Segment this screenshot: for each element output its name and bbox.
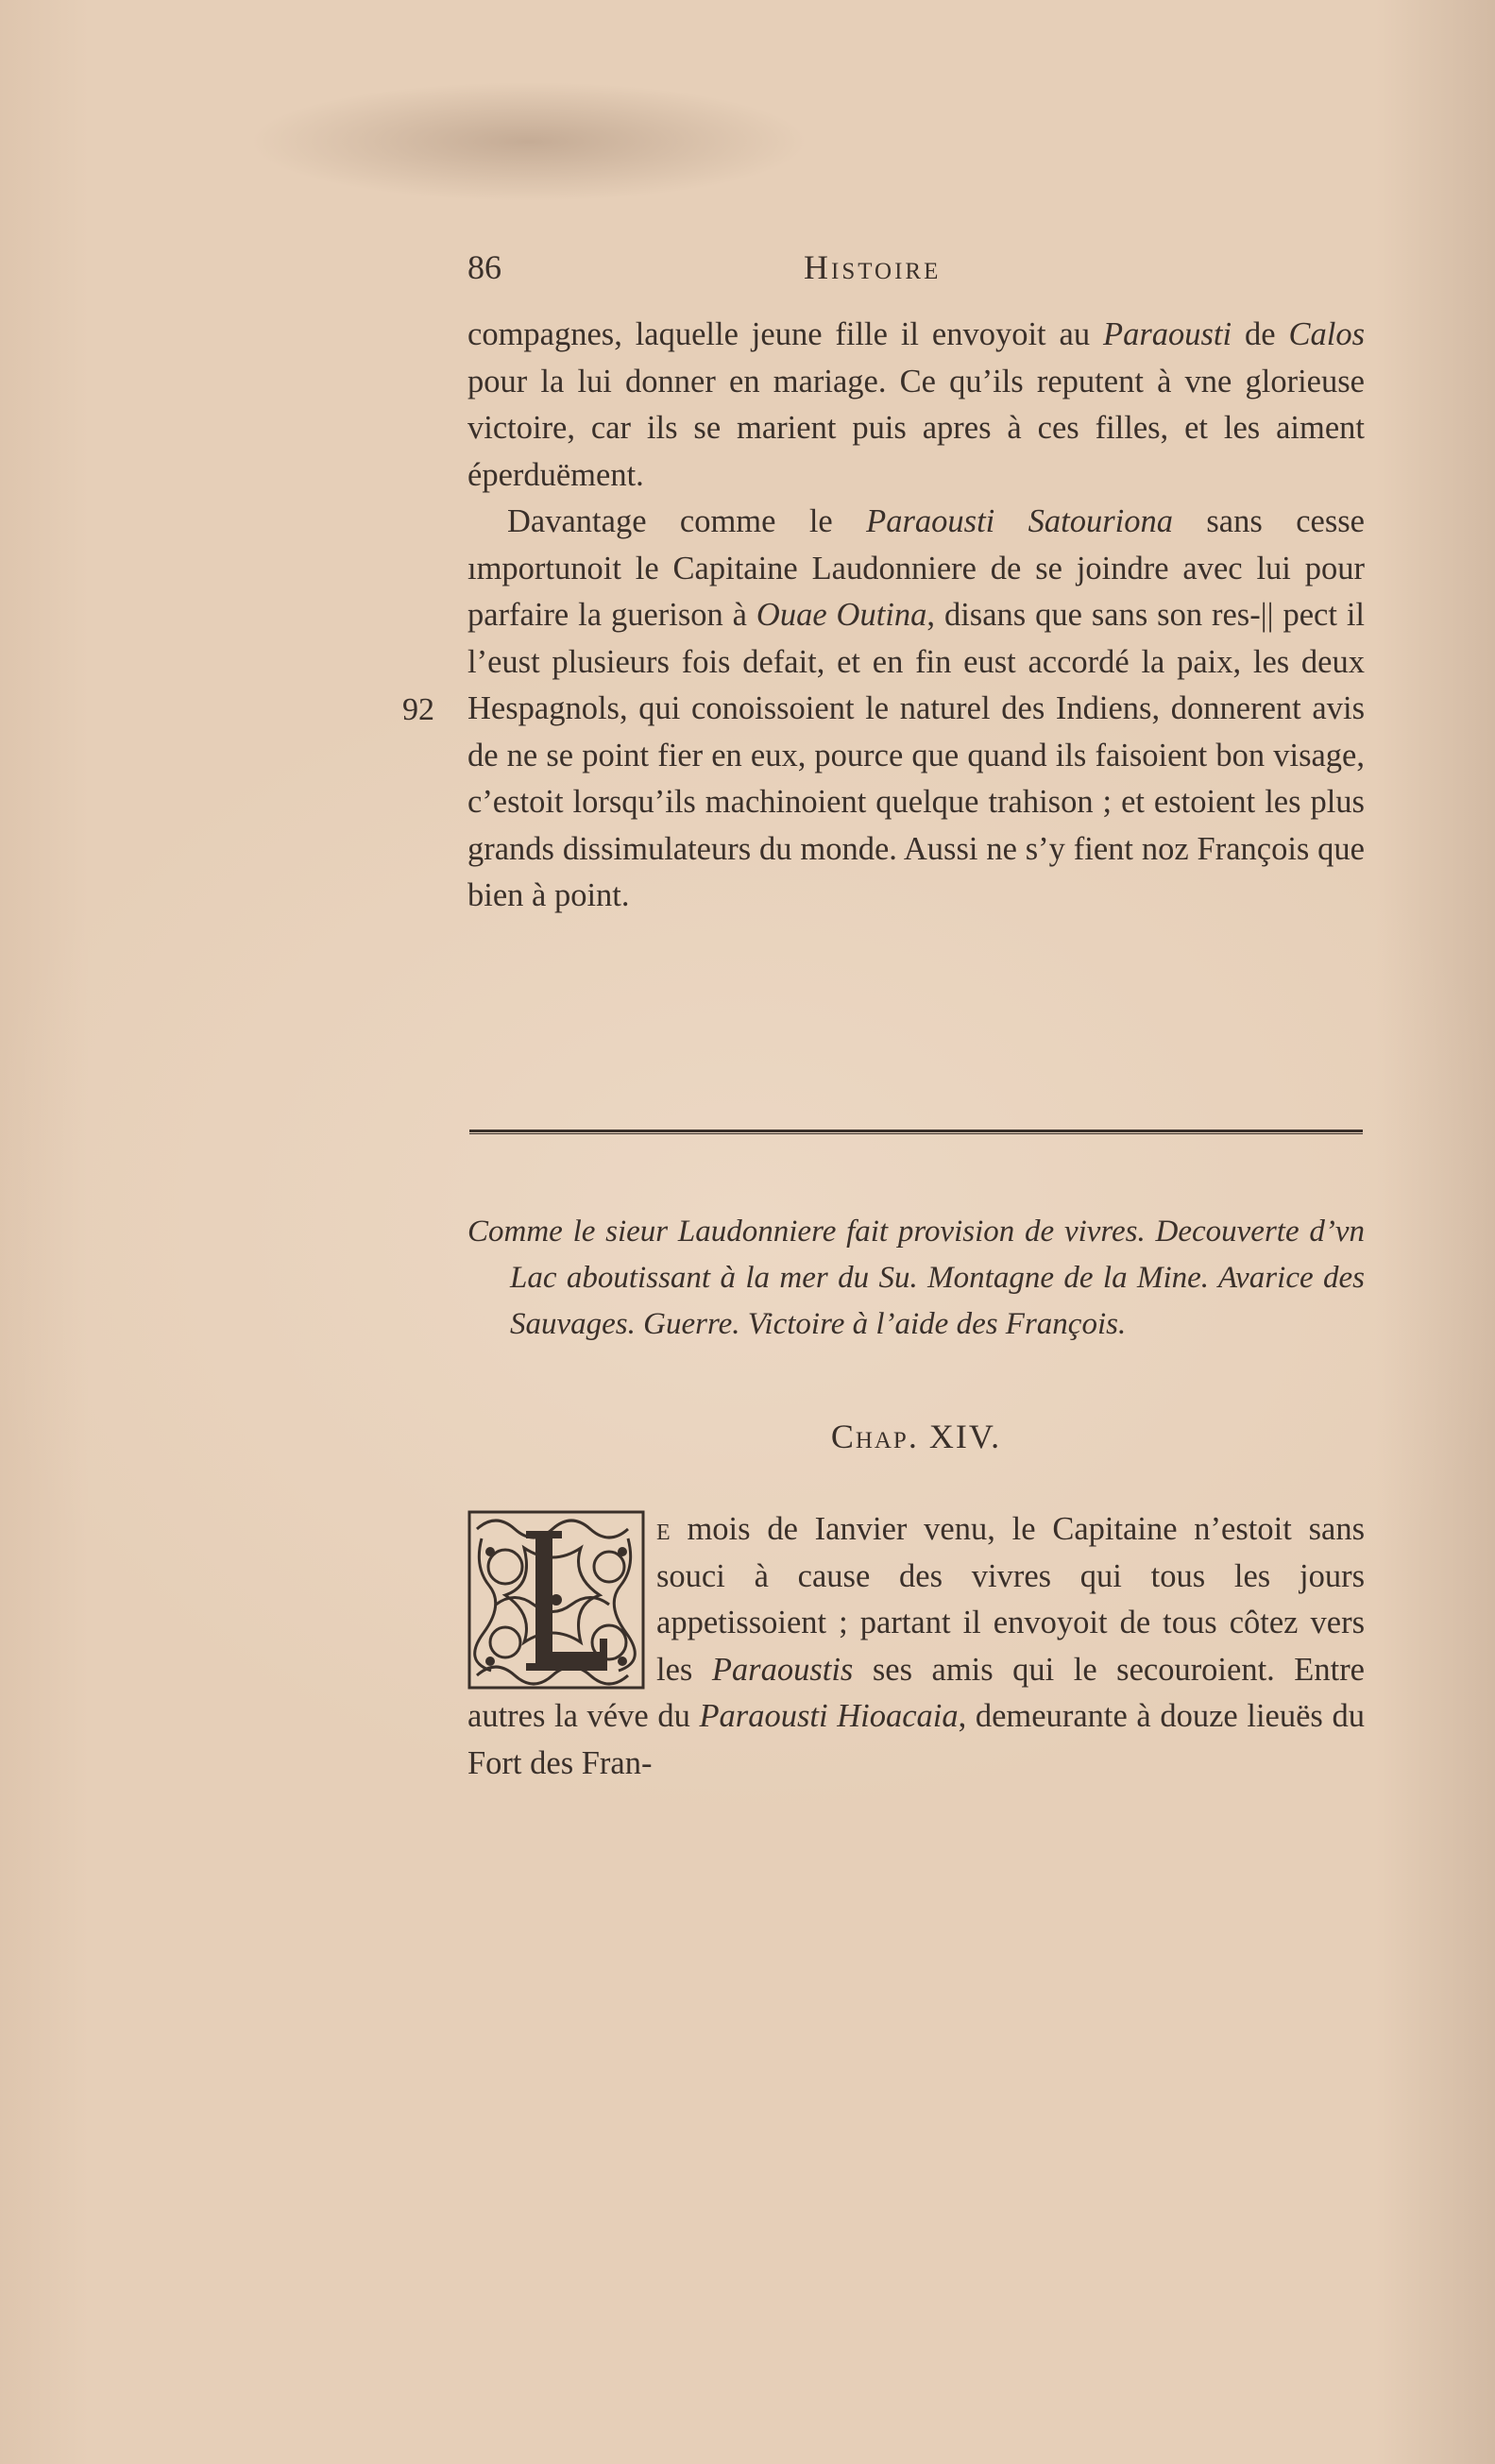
- chapter-summary: Comme le sieur Laudonniere fait provision de vivres. Decouverte d’vn Lac aboutissant à la mer du Su. Montagne de la Mine. Avarice des Sauvages. Guerre. Victoire à l’aide des François.: [467, 1215, 1365, 1341]
- text-run: sans cesse ımportunoit le Capitaine Laudonniere de se joindre avec lui pour parfaire la guerison à: [467, 503, 1365, 633]
- italic-name: Paraousti Satouriona: [866, 503, 1173, 539]
- italic-name: Paraousti Hioacaia: [699, 1698, 959, 1734]
- text-run: ses amis qui le secouroient. Entre autres la véve du: [467, 1651, 1365, 1734]
- italic-name: Calos: [1288, 316, 1365, 352]
- paragraph-continued: [467, 312, 1365, 499]
- text-run: Davantage comme le: [507, 503, 867, 539]
- text-run: compagnes, laquelle jeune fille il envoyoit au: [467, 316, 1103, 352]
- dropcap-letter: [467, 1510, 645, 1690]
- text-run: de: [1232, 316, 1289, 352]
- text-run: , demeurante à douze lieuës du Fort des Fran-: [467, 1698, 1366, 1781]
- paragraph: [467, 499, 1365, 920]
- text-run: pour la lui donner en mariage. Ce qu’ils reputent à vne glorieuse victoire, car ils se marient puis apres à ces filles, et les aiment éperduëment.: [467, 363, 1365, 493]
- body-text: [467, 312, 1365, 920]
- italic-name: Paraousti: [1103, 316, 1232, 352]
- margin-note: 92: [402, 692, 434, 727]
- ornamental-initial: [467, 1510, 645, 1690]
- page-break-marker: ||: [1260, 597, 1274, 633]
- text-run: mois de Ianvier venu, le Capitaine n’estoit sans souci à cause des vivres qui tous les jours appetissoient ; partant il envoyoit de tous côtez vers les: [656, 1511, 1365, 1688]
- running-head: Histoire: [804, 248, 942, 286]
- chapter-heading: Chap. XIV.: [830, 1418, 1002, 1455]
- page-header: [467, 247, 1365, 295]
- italic-name: Paraoustis: [711, 1651, 854, 1688]
- page-number: 86: [467, 248, 501, 286]
- section-rule: [469, 1130, 1363, 1134]
- text-run: pect il l’eust plusieurs fois defait, et en fin eust accordé la paix, les deux Hespagnols, qui conoissoient le naturel des Indiens, donnerent avis de ne se point fier en eux, pource que quand ils faisoient bon visage, c’estoit lorsqu’ils machinoient quelque trahison ; et estoient les plus grands dissimulateurs du monde. Aussi ne s’y fient noz François que bien à point.: [467, 597, 1366, 913]
- chapter-text: [467, 1506, 1365, 1787]
- small-caps-run: e: [656, 1511, 671, 1547]
- text-run: , disans que sans son res-: [926, 597, 1261, 633]
- italic-name: Ouae Outina: [756, 597, 927, 633]
